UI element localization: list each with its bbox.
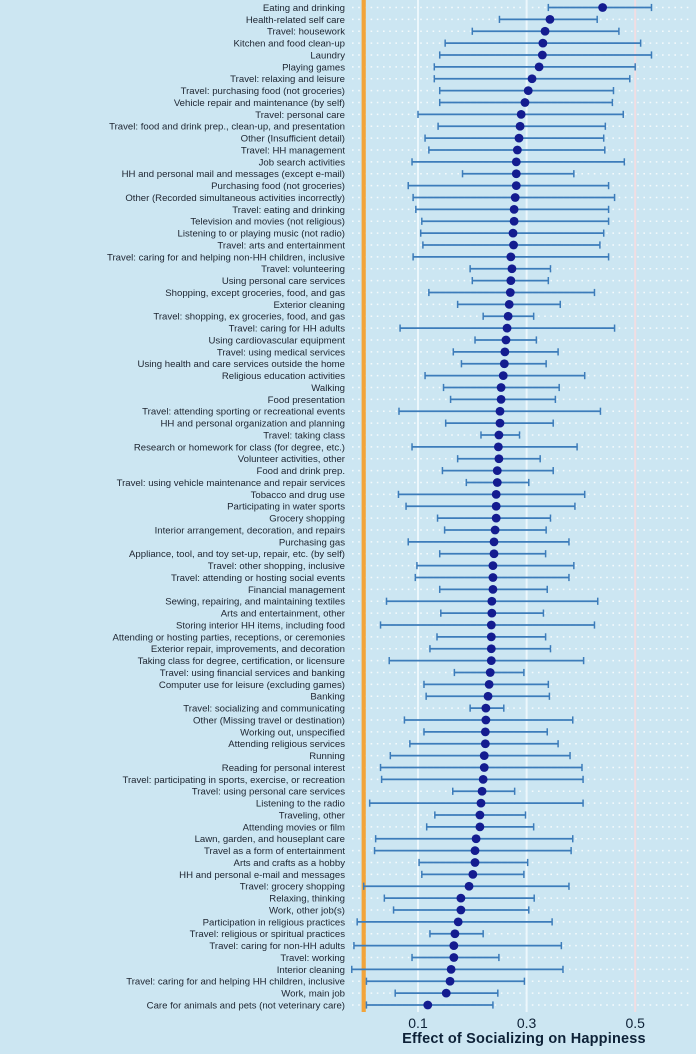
estimate-dot: [509, 229, 518, 238]
plot-row: [122, 775, 583, 786]
row-label: Grocery shopping: [269, 513, 345, 525]
row-label: Exterior cleaning: [273, 299, 345, 311]
estimate-dot: [499, 371, 508, 380]
estimate-dot: [449, 953, 458, 962]
row-label: Attending religious services: [228, 739, 345, 751]
estimate-dot: [515, 134, 524, 143]
plot-row: [159, 680, 548, 691]
plot-row: [238, 454, 540, 465]
estimate-dot: [487, 632, 496, 641]
estimate-dot: [497, 383, 506, 392]
plot-row: [171, 573, 569, 584]
plot-row: [269, 905, 529, 916]
row-label: Taking class for degree, certification, or licensure: [137, 656, 345, 668]
row-label: Travel: caring for and helping non-HH children, inclusive: [106, 252, 345, 264]
plot-row: [246, 15, 597, 26]
row-label: Health-related self care: [245, 14, 345, 26]
plot-row: [190, 217, 608, 228]
row-label: Traveling, other: [278, 810, 345, 822]
row-label: Travel: taking class: [263, 430, 345, 442]
row-label: Using personal care services: [221, 276, 345, 288]
estimate-dot: [506, 276, 515, 285]
plot-row: [256, 799, 583, 810]
row-label: Attending movies or film: [242, 822, 345, 834]
estimate-dot: [521, 98, 530, 107]
estimate-dot: [538, 51, 547, 60]
plot-row: [178, 229, 604, 240]
row-label: Eating and drinking: [262, 2, 345, 14]
estimate-dot: [493, 478, 502, 487]
row-label: Vehicle repair and maintenance (by self): [173, 97, 345, 109]
estimate-dot: [481, 739, 490, 748]
row-label: Exterior repair, improvements, and decoration: [150, 644, 345, 656]
estimate-dot: [502, 336, 511, 345]
plot-row: [160, 419, 553, 430]
estimate-dot: [510, 205, 519, 214]
plot-row: [147, 1000, 493, 1011]
row-label: Travel: caring for HH adults: [228, 323, 345, 335]
row-label: Food and drink prep.: [256, 466, 345, 478]
plot-row: [112, 632, 545, 643]
plot-row: [208, 335, 536, 346]
row-label: Interior cleaning: [276, 964, 345, 976]
plot-row: [279, 810, 526, 821]
estimate-dot: [500, 347, 509, 356]
row-label: Travel: using vehicle maintenance and repair services: [116, 477, 345, 489]
estimate-dot: [479, 775, 488, 784]
estimate-dot: [510, 217, 519, 226]
plot-row: [151, 644, 551, 655]
estimate-dot: [512, 157, 521, 166]
estimate-dot: [508, 264, 517, 273]
plot-row: [280, 953, 499, 964]
estimate-dot: [492, 514, 501, 523]
estimate-dot: [423, 1001, 432, 1010]
row-label: Travel: arts and entertainment: [217, 240, 345, 252]
plot-row: [259, 157, 625, 168]
x-tick-label: 0.1: [408, 1015, 428, 1031]
plot-row: [240, 882, 569, 893]
row-label: Lawn, garden, and houseplant care: [194, 834, 345, 846]
plot-row: [256, 466, 553, 477]
row-label: Travel: caring for and helping HH children, inclusive: [126, 976, 345, 988]
plot-row: [277, 965, 563, 976]
row-label: Travel: food and drink prep., clean-up, and presentation: [109, 121, 345, 133]
row-label: Travel: eating and drinking: [232, 204, 345, 216]
estimate-dot: [489, 573, 498, 582]
x-tick-label: 0.5: [625, 1015, 645, 1031]
estimate-dot: [487, 621, 496, 630]
estimate-dot: [449, 941, 458, 950]
plot-row: [195, 834, 573, 845]
row-label: Travel: using financial services and banking: [159, 667, 345, 679]
row-label: Shopping, except groceries, food, and gas: [165, 287, 345, 299]
estimate-dot: [481, 704, 490, 713]
estimate-dot: [472, 834, 481, 843]
row-label: Travel: housework: [266, 26, 345, 38]
plot-row: [263, 3, 652, 14]
plot-row: [174, 98, 613, 109]
row-label: Playing games: [282, 62, 345, 74]
row-label: Travel: shopping, ex groceries, food, and gas: [153, 311, 345, 323]
row-label: Other (Recorded simultaneous activities incorrectly): [125, 192, 345, 204]
plot-row: [165, 288, 594, 299]
plot-row: [122, 169, 574, 180]
plot-row: [192, 787, 515, 798]
plot-row: [138, 656, 584, 667]
row-label: Job search activities: [258, 157, 345, 169]
plot-row: [165, 597, 597, 608]
estimate-dot: [500, 359, 509, 368]
row-label: Sewing, repairing, and maintaining textiles: [165, 596, 345, 608]
plot-row: [222, 276, 549, 287]
row-label: Travel: other shopping, inclusive: [207, 561, 345, 573]
row-label: Work, other job(s): [268, 905, 345, 917]
estimate-dot: [454, 917, 463, 926]
plot-row: [193, 715, 573, 726]
estimate-dot: [495, 454, 504, 463]
plot-row: [310, 50, 651, 61]
plot-row: [311, 383, 559, 394]
estimate-dot: [504, 312, 513, 321]
row-label: Other (Insufficient detail): [240, 133, 345, 145]
x-axis-ticks: [408, 1015, 645, 1031]
plot-row: [181, 86, 614, 97]
plot-row: [268, 395, 556, 406]
plot-row: [248, 585, 547, 596]
estimate-dot: [546, 15, 555, 24]
row-label: Travel as a form of entertainment: [204, 846, 345, 858]
row-label: Listening to the radio: [255, 798, 345, 810]
plot-row: [190, 929, 484, 940]
estimate-dot: [487, 597, 496, 606]
plot-row: [232, 205, 608, 216]
estimate-dot: [516, 122, 525, 131]
plot-row: [269, 894, 534, 905]
plot-row: [282, 62, 635, 73]
row-label: Travel: using personal care services: [191, 786, 345, 798]
plot-row: [274, 300, 561, 311]
estimate-dot: [598, 3, 607, 12]
estimate-dot: [490, 537, 499, 546]
estimate-dot: [492, 502, 501, 511]
plot-row: [281, 989, 498, 1000]
row-label: Working out, unspecified: [240, 727, 345, 739]
plot-rows: [107, 3, 652, 1012]
plot-row: [203, 917, 552, 928]
estimate-dot: [509, 241, 518, 250]
row-label: Computer use for leisure (excluding games): [158, 679, 345, 691]
row-label: Using cardiovascular equipment: [208, 335, 345, 347]
estimate-dot: [528, 74, 537, 83]
row-label: HH and personal mail and messages (except e-mail): [121, 169, 345, 181]
row-label: Arts and crafts as a hobby: [233, 857, 345, 869]
row-label: Travel: relaxing and leisure: [230, 74, 345, 86]
row-label: Travel: participating in sports, exercise, or recreation: [122, 774, 345, 786]
estimate-dot: [513, 146, 522, 155]
plot-row: [221, 609, 544, 620]
plot-row: [230, 74, 630, 85]
row-label: Travel: personal care: [255, 109, 345, 121]
plot-row: [263, 430, 519, 441]
estimate-dot: [484, 692, 493, 701]
plot-row: [125, 193, 614, 204]
row-label: Travel: attending sporting or recreational events: [142, 406, 345, 418]
estimate-dot: [489, 561, 498, 570]
plot-row: [309, 751, 570, 762]
estimate-dot: [476, 811, 485, 820]
plot-row: [179, 870, 524, 881]
plot-row: [217, 240, 600, 251]
estimate-dot: [471, 846, 480, 855]
estimate-dot: [503, 324, 512, 333]
plot-row: [204, 846, 571, 857]
estimate-dot: [538, 39, 547, 48]
estimate-dot: [485, 680, 494, 689]
estimate-dot: [535, 62, 544, 71]
row-label: Travel: purchasing food (not groceries): [180, 86, 345, 98]
estimate-dot: [446, 977, 455, 986]
row-label: Participation in religious practices: [202, 917, 345, 929]
plot-row: [153, 312, 533, 323]
estimate-dot: [490, 549, 499, 558]
x-tick-label: 0.3: [516, 1015, 537, 1031]
estimate-dot: [471, 858, 480, 867]
estimate-dot: [442, 989, 451, 998]
row-label: Travel: working: [280, 952, 345, 964]
plot-row: [229, 324, 615, 335]
estimate-dot: [506, 252, 515, 261]
plot-row: [134, 442, 577, 453]
estimate-dot: [492, 490, 501, 499]
row-label: Attending or hosting parties, receptions, or ceremonies: [112, 632, 345, 644]
plot-row: [222, 371, 585, 382]
estimate-dot: [512, 181, 521, 190]
estimate-dot: [447, 965, 456, 974]
estimate-dot: [494, 442, 503, 451]
estimate-dot: [493, 466, 502, 475]
row-label: Tobacco and drug use: [250, 489, 345, 501]
plot-row: [211, 181, 608, 192]
plot-row: [234, 858, 528, 869]
plot-row: [183, 704, 504, 715]
plot-row: [267, 27, 619, 38]
row-label: Laundry: [310, 50, 345, 62]
plot-row: [279, 537, 569, 548]
estimate-dot: [465, 882, 474, 891]
estimate-dot: [497, 395, 506, 404]
row-label: Arts and entertainment, other: [220, 608, 345, 620]
estimate-dot: [517, 110, 526, 119]
estimate-dot: [491, 526, 500, 535]
row-label: Other (Missing travel or destination): [193, 715, 345, 727]
row-label: Storing interior HH items, including food: [175, 620, 345, 632]
estimate-dot: [478, 787, 487, 796]
plot-row: [241, 145, 605, 156]
row-label: Purchasing gas: [278, 537, 345, 549]
row-label: Relaxing, thinking: [269, 893, 345, 905]
plot-row: [261, 264, 550, 275]
plot-row: [160, 668, 524, 679]
plot-row: [109, 122, 605, 133]
row-label: Religious education activities: [221, 371, 345, 383]
estimate-dot: [468, 870, 477, 879]
estimate-dot: [476, 822, 485, 831]
row-label: Financial management: [247, 584, 345, 596]
estimate-dot: [480, 763, 489, 772]
plot-row: [138, 359, 547, 370]
row-label: Kitchen and food clean-up: [233, 38, 345, 50]
row-label: Travel: using medical services: [216, 347, 345, 359]
row-label: HH and personal e-mail and messages: [179, 869, 345, 881]
row-label: Walking: [311, 382, 345, 394]
plot-row: [129, 549, 546, 560]
plot-row: [209, 941, 561, 952]
row-label: HH and personal organization and planning: [160, 418, 345, 430]
estimate-dot: [481, 716, 490, 725]
estimate-dot: [511, 193, 520, 202]
x-axis-title: Effect of Socializing on Happiness: [402, 1031, 646, 1047]
estimate-dot: [496, 407, 505, 416]
estimate-dot: [496, 419, 505, 428]
row-label: Interior arrangement, decoration, and repairs: [154, 525, 345, 537]
estimate-dot: [486, 668, 495, 677]
row-label: Listening to or playing music (not radio): [177, 228, 345, 240]
estimate-dot: [489, 585, 498, 594]
estimate-dot: [487, 609, 496, 618]
row-label: Care for animals and pets (not veterinary care): [146, 1000, 345, 1012]
estimate-dot: [487, 656, 496, 665]
estimate-dot: [505, 300, 514, 309]
plot-row: [227, 502, 575, 513]
row-label: Travel: caring for non-HH adults: [209, 941, 345, 953]
estimate-dot: [456, 894, 465, 903]
estimate-dot: [495, 431, 504, 440]
row-label: Participating in water sports: [227, 501, 345, 513]
plot-row: [155, 525, 547, 536]
estimate-dot: [477, 799, 486, 808]
row-label: Travel: volunteering: [261, 264, 345, 276]
estimate-dot: [480, 751, 489, 760]
row-label: Work, main job: [281, 988, 345, 1000]
row-label: Television and movies (not religious): [190, 216, 345, 228]
row-label: Travel: grocery shopping: [239, 881, 345, 893]
plot-row: [176, 620, 595, 631]
plot-row: [222, 763, 582, 774]
row-label: Banking: [310, 691, 345, 703]
row-label: Running: [309, 751, 345, 763]
plot-row: [240, 727, 547, 738]
plot-row: [241, 134, 604, 145]
estimate-dot: [481, 727, 490, 736]
row-label: Using health and care services outside the home: [137, 359, 345, 371]
estimate-dot: [456, 906, 465, 915]
estimate-dot: [524, 86, 533, 95]
plot-row: [269, 514, 550, 525]
plot-row: [126, 977, 524, 988]
plot-row: [234, 39, 641, 50]
estimate-dot: [487, 644, 496, 653]
row-label: Research or homework for class (for degree, etc.): [133, 442, 345, 454]
row-label: Purchasing food (not groceries): [211, 181, 345, 193]
plot-row: [243, 822, 534, 833]
estimate-dot: [506, 288, 515, 297]
plot-row: [228, 739, 558, 750]
row-label: Volunteer activities, other: [237, 454, 345, 466]
row-label: Reading for personal interest: [221, 762, 345, 774]
plot-row: [142, 407, 600, 418]
row-label: Travel: HH management: [240, 145, 345, 157]
plot-row: [208, 561, 574, 572]
estimate-dot: [541, 27, 550, 36]
plot-row: [217, 347, 558, 358]
row-label: Food presentation: [267, 394, 345, 406]
row-label: Travel: attending or hosting social events: [170, 572, 345, 584]
row-label: Travel: socializing and communicating: [183, 703, 345, 715]
row-label: Appliance, tool, and toy set-up, repair, etc. (by self): [129, 549, 345, 561]
estimate-dot: [512, 169, 521, 178]
row-label: Travel: religious or spiritual practices: [189, 929, 345, 941]
plot-row: [310, 692, 549, 703]
plot-row: [107, 252, 609, 263]
estimate-dot: [451, 929, 460, 938]
plot-row: [255, 110, 623, 121]
plot-row: [117, 478, 529, 489]
